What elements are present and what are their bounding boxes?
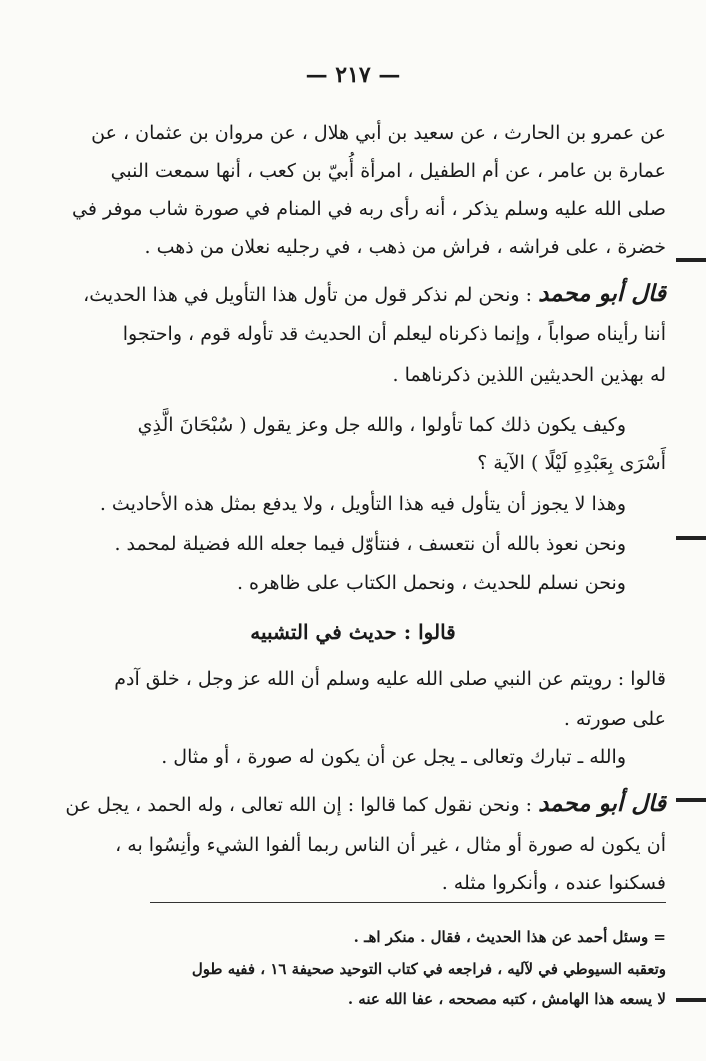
text-line: أننا رأيناه صواباً ، وإنما ذكرناه ليعلم أن الحديث قد تأوله قوم ، واحتجوا — [122, 323, 666, 345]
text-line: وكيف يكون ذلك كما تأولوا ، والله جل وعز يقول ( سُبْحَانَ الَّذِي — [137, 414, 626, 436]
footnote-divider — [150, 902, 666, 903]
margin-mark — [676, 798, 706, 802]
paragraph-speaker-line — [65, 790, 666, 817]
margin-mark — [676, 998, 706, 1002]
text-line: ونحن نسلم للحديث ، ونحمل الكتاب على ظاهره . — [236, 572, 626, 594]
page-number: — ٢١٧ — — [305, 62, 401, 88]
section-heading-text: قالوا : حديث في التشبيه — [250, 620, 456, 644]
text-line: فسكنوا عنده ، وأنكروا مثله . — [441, 872, 666, 894]
margin-mark — [676, 536, 706, 540]
text-line: خضرة ، على فراشه ، فراش من ذهب ، في رجليه نعلان من ذهب . — [144, 236, 666, 258]
margin-mark — [676, 258, 706, 262]
text-span: : ونحن نقول كما قالوا : إن الله تعالى ، وله الحمد ، يجل عن — [65, 794, 533, 816]
speaker-label: قال أبو محمد — [538, 790, 666, 817]
text-line: عن عمرو بن الحارث ، عن سعيد بن أبي هلال ، عن مروان بن عثمان ، عن — [91, 122, 666, 144]
text-line: وهذا لا يجوز أن يتأول فيه هذا التأويل ، ولا يدفع بمثل هذه الأحاديث . — [99, 493, 626, 515]
footnote-line: لا يسعه هذا الهامش ، كتبه مصححه ، عفا الله عنه . — [347, 990, 666, 1008]
text-line: والله ـ تبارك وتعالى ـ يجل عن أن يكون له صورة ، أو مثال . — [161, 746, 626, 768]
text-line: ونحن نعوذ بالله أن نتعسف ، فنتأوّل فيما جعله الله فضيلة لمحمد . — [114, 533, 626, 555]
speaker-label: قال أبو محمد — [538, 280, 666, 307]
text-line: له بهذين الحديثين اللذين ذكرناهما . — [392, 364, 666, 386]
footnote-line: وتعقبه السيوطي في لآليه ، فراجعه في كتاب التوحيد صحيفة ١٦ ، ففيه طول — [191, 960, 666, 978]
text-line: صلى الله عليه وسلم يذكر ، أنه رأى ربه في المنام في صورة شاب موفر في — [72, 198, 666, 220]
text-line: أن يكون له صورة أو مثال ، غير أن الناس ربما ألفوا الشيء وأنِسُوا به ، — [115, 834, 666, 856]
text-line: أَسْرَى بِعَبْدِهِ لَيْلًا ) الآية ؟ — [477, 452, 666, 474]
text-line: قالوا : رويتم عن النبي صلى الله عليه وسلم أن الله عز وجل ، خلق آدم — [114, 668, 666, 690]
section-heading — [150, 620, 556, 644]
paragraph-speaker-line — [83, 280, 666, 307]
text-line: على صورته . — [563, 708, 666, 730]
text-span: : ونحن لم نذكر قول من تأول هذا التأويل في هذا الحديث، — [83, 284, 533, 306]
text-line: عمارة بن عامر ، عن أم الطفيل ، امرأة أُبيّ بن كعب ، أنها سمعت النبي — [110, 160, 666, 182]
footnote-line: = وسئل أحمد عن هذا الحديث ، فقال . منكر اهـ . — [353, 928, 666, 946]
